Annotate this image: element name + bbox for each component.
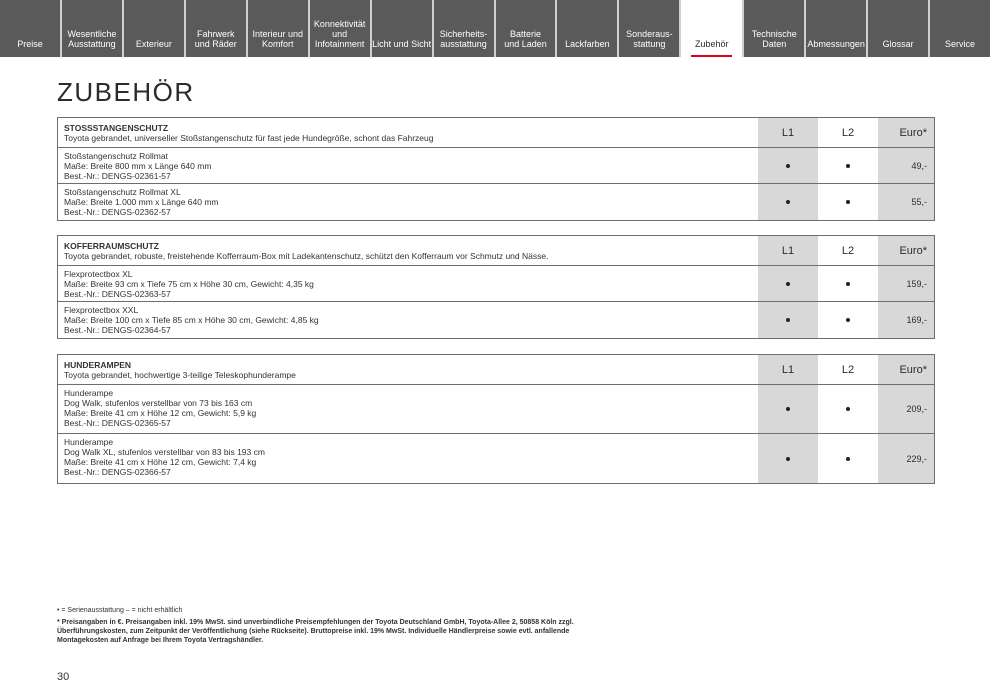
standard-dot-icon	[786, 318, 790, 322]
item-line: Stoßstangenschutz Rollmat	[64, 151, 168, 161]
standard-dot-icon	[786, 407, 790, 411]
section-subtitle: Toyota gebrandet, robuste, freistehende Kofferraum-Box mit Ladekantenschutz, schützt den Kofferraum vor Schmutz und Nässe.	[64, 251, 549, 261]
column-l2: L2	[818, 355, 878, 384]
section-title: HUNDERAMPEN	[64, 360, 132, 370]
nav-tab-wesentliche-ausstattung[interactable]: Wesentliche Ausstattung	[62, 0, 122, 57]
column-l2: L2	[818, 236, 878, 265]
l1-availability	[758, 184, 818, 220]
item-price: 229,-	[878, 434, 934, 483]
column-price: Euro*	[878, 118, 934, 147]
nav-tab-interieur-und-komfort[interactable]: Interieur und Komfort	[248, 0, 308, 57]
standard-dot-icon	[786, 282, 790, 286]
item-line: Hunderampe	[64, 388, 114, 398]
section-title: STOSSSTANGENSCHUTZ	[64, 123, 169, 133]
item-line: Flexprotectbox XXL	[64, 305, 139, 315]
item-description	[58, 148, 758, 183]
item-price: 169,-	[878, 302, 934, 338]
standard-dot-icon	[786, 457, 790, 461]
item-line: Best.-Nr.: DENGS-02362-57	[64, 207, 171, 217]
section-subtitle: Toyota gebrandet, universeller Stoßstangenschutz für fast jede Hundegröße, schont das Fahrzeug	[64, 133, 434, 143]
nav-tab-sonderaus--stattung[interactable]: Sonderaus- stattung	[619, 0, 679, 57]
item-line: Maße: Breite 800 mm x Länge 640 mm	[64, 161, 212, 171]
item-price: 159,-	[878, 266, 934, 301]
l1-availability	[758, 302, 818, 338]
footnote	[57, 606, 597, 645]
nav-tab-service[interactable]: Service	[930, 0, 990, 57]
nav-tab-lackfarben[interactable]: Lackfarben	[557, 0, 617, 57]
section-heading	[58, 355, 758, 384]
table-row	[58, 302, 934, 338]
nav-tab-licht-und-sicht[interactable]: Licht und Sicht	[372, 0, 432, 57]
footnote-text: * Preisangaben in €. Preisangaben inkl. 19% MwSt. sind unverbindliche Preisempfehlungen der Toyota Deutschland GmbH, Toyota-Allee 2, 50858 Köln zzgl. Überführungskosten, zum Zeitpunkt der Veröffentlichung (siehe Rückseite). Bruttopreise inkl. 19% MwSt. Individuelle Händlerpreise sowie evtl. anfallende Montagekosten auf Anfrage bei Ihrem Toyota Vertragshändler.	[57, 619, 574, 644]
item-line: Maße: Breite 93 cm x Tiefe 75 cm x Höhe 30 cm, Gewicht: 4,35 kg	[64, 279, 314, 289]
section-header-row	[58, 355, 934, 385]
column-l1: L1	[758, 355, 818, 384]
item-line: Maße: Breite 41 cm x Höhe 12 cm, Gewicht: 5,9 kg	[64, 408, 257, 418]
nav-tab-glossar[interactable]: Glossar	[868, 0, 928, 57]
l1-availability	[758, 148, 818, 183]
item-description	[58, 266, 758, 301]
item-line: Maße: Breite 1.000 mm x Länge 640 mm	[64, 197, 219, 207]
section-title: KOFFERRAUMSCHUTZ	[64, 241, 159, 251]
table-row	[58, 184, 934, 220]
item-description	[58, 385, 758, 433]
section-header-row	[58, 236, 934, 266]
section-table	[57, 235, 935, 339]
column-price: Euro*	[878, 236, 934, 265]
l2-availability	[818, 266, 878, 301]
item-description	[58, 434, 758, 483]
nav-tab-konnektivität-und-infotainment[interactable]: Konnektivität und Infotainment	[310, 0, 370, 57]
item-line: Dog Walk XL, stufenlos verstellbar von 83 bis 193 cm	[64, 447, 265, 457]
item-line: Best.-Nr.: DENGS-02361-57	[64, 171, 171, 181]
section-heading	[58, 236, 758, 265]
item-price: 49,-	[878, 148, 934, 183]
section-table	[57, 117, 935, 221]
item-line: Best.-Nr.: DENGS-02364-57	[64, 325, 171, 335]
section-header-row	[58, 118, 934, 148]
nav-tab-zubehör[interactable]: Zubehör	[681, 0, 742, 57]
item-line: Flexprotectbox XL	[64, 269, 133, 279]
item-line: Hunderampe	[64, 437, 114, 447]
l2-availability	[818, 302, 878, 338]
item-price: 209,-	[878, 385, 934, 433]
item-description	[58, 302, 758, 338]
standard-dot-icon	[846, 407, 850, 411]
nav-tab-fahrwerk-und-räder[interactable]: Fahrwerk und Räder	[186, 0, 246, 57]
column-l1: L1	[758, 118, 818, 147]
nav-tab-exterieur[interactable]: Exterieur	[124, 0, 184, 57]
item-line: Best.-Nr.: DENGS-02365-57	[64, 418, 171, 428]
standard-dot-icon	[846, 164, 850, 168]
table-row	[58, 385, 934, 434]
section-table	[57, 354, 935, 484]
footnote-legend: • = Serienausstattung – = nicht erhältlich	[57, 607, 183, 614]
l2-availability	[818, 148, 878, 183]
item-line: Stoßstangenschutz Rollmat XL	[64, 187, 181, 197]
l2-availability	[818, 385, 878, 433]
standard-dot-icon	[846, 200, 850, 204]
nav-tab-preise[interactable]: Preise	[0, 0, 60, 57]
section-heading	[58, 118, 758, 147]
l1-availability	[758, 385, 818, 433]
column-l1: L1	[758, 236, 818, 265]
item-line: Dog Walk, stufenlos verstellbar von 73 bis 163 cm	[64, 398, 253, 408]
section-subtitle: Toyota gebrandet, hochwertige 3-teilige Teleskophunderampe	[64, 370, 296, 380]
page-title: ZUBEHÖR	[57, 77, 195, 107]
item-description	[58, 184, 758, 220]
item-line: Best.-Nr.: DENGS-02363-57	[64, 289, 171, 299]
nav-tab-technische-daten[interactable]: Technische Daten	[744, 0, 804, 57]
nav-tab-sicherheits--ausstattung[interactable]: Sicherheits- ausstattung	[434, 0, 494, 57]
page-number: 30	[57, 671, 70, 683]
table-row	[58, 434, 934, 483]
nav-tab-abmessungen[interactable]: Abmessungen	[806, 0, 866, 57]
item-line: Maße: Breite 100 cm x Tiefe 85 cm x Höhe 30 cm, Gewicht: 4,85 kg	[64, 315, 319, 325]
nav-tab-batterie-und-laden[interactable]: Batterie und Laden	[496, 0, 556, 57]
standard-dot-icon	[846, 457, 850, 461]
l1-availability	[758, 434, 818, 483]
top-navigation	[0, 0, 990, 57]
item-price: 55,-	[878, 184, 934, 220]
l2-availability	[818, 184, 878, 220]
standard-dot-icon	[786, 164, 790, 168]
l1-availability	[758, 266, 818, 301]
standard-dot-icon	[786, 200, 790, 204]
table-row	[58, 148, 934, 184]
column-price: Euro*	[878, 355, 934, 384]
table-row	[58, 266, 934, 302]
standard-dot-icon	[846, 282, 850, 286]
l2-availability	[818, 434, 878, 483]
standard-dot-icon	[846, 318, 850, 322]
item-line: Best.-Nr.: DENGS-02366-57	[64, 467, 171, 477]
column-l2: L2	[818, 118, 878, 147]
item-line: Maße: Breite 41 cm x Höhe 12 cm, Gewicht: 7,4 kg	[64, 457, 257, 467]
